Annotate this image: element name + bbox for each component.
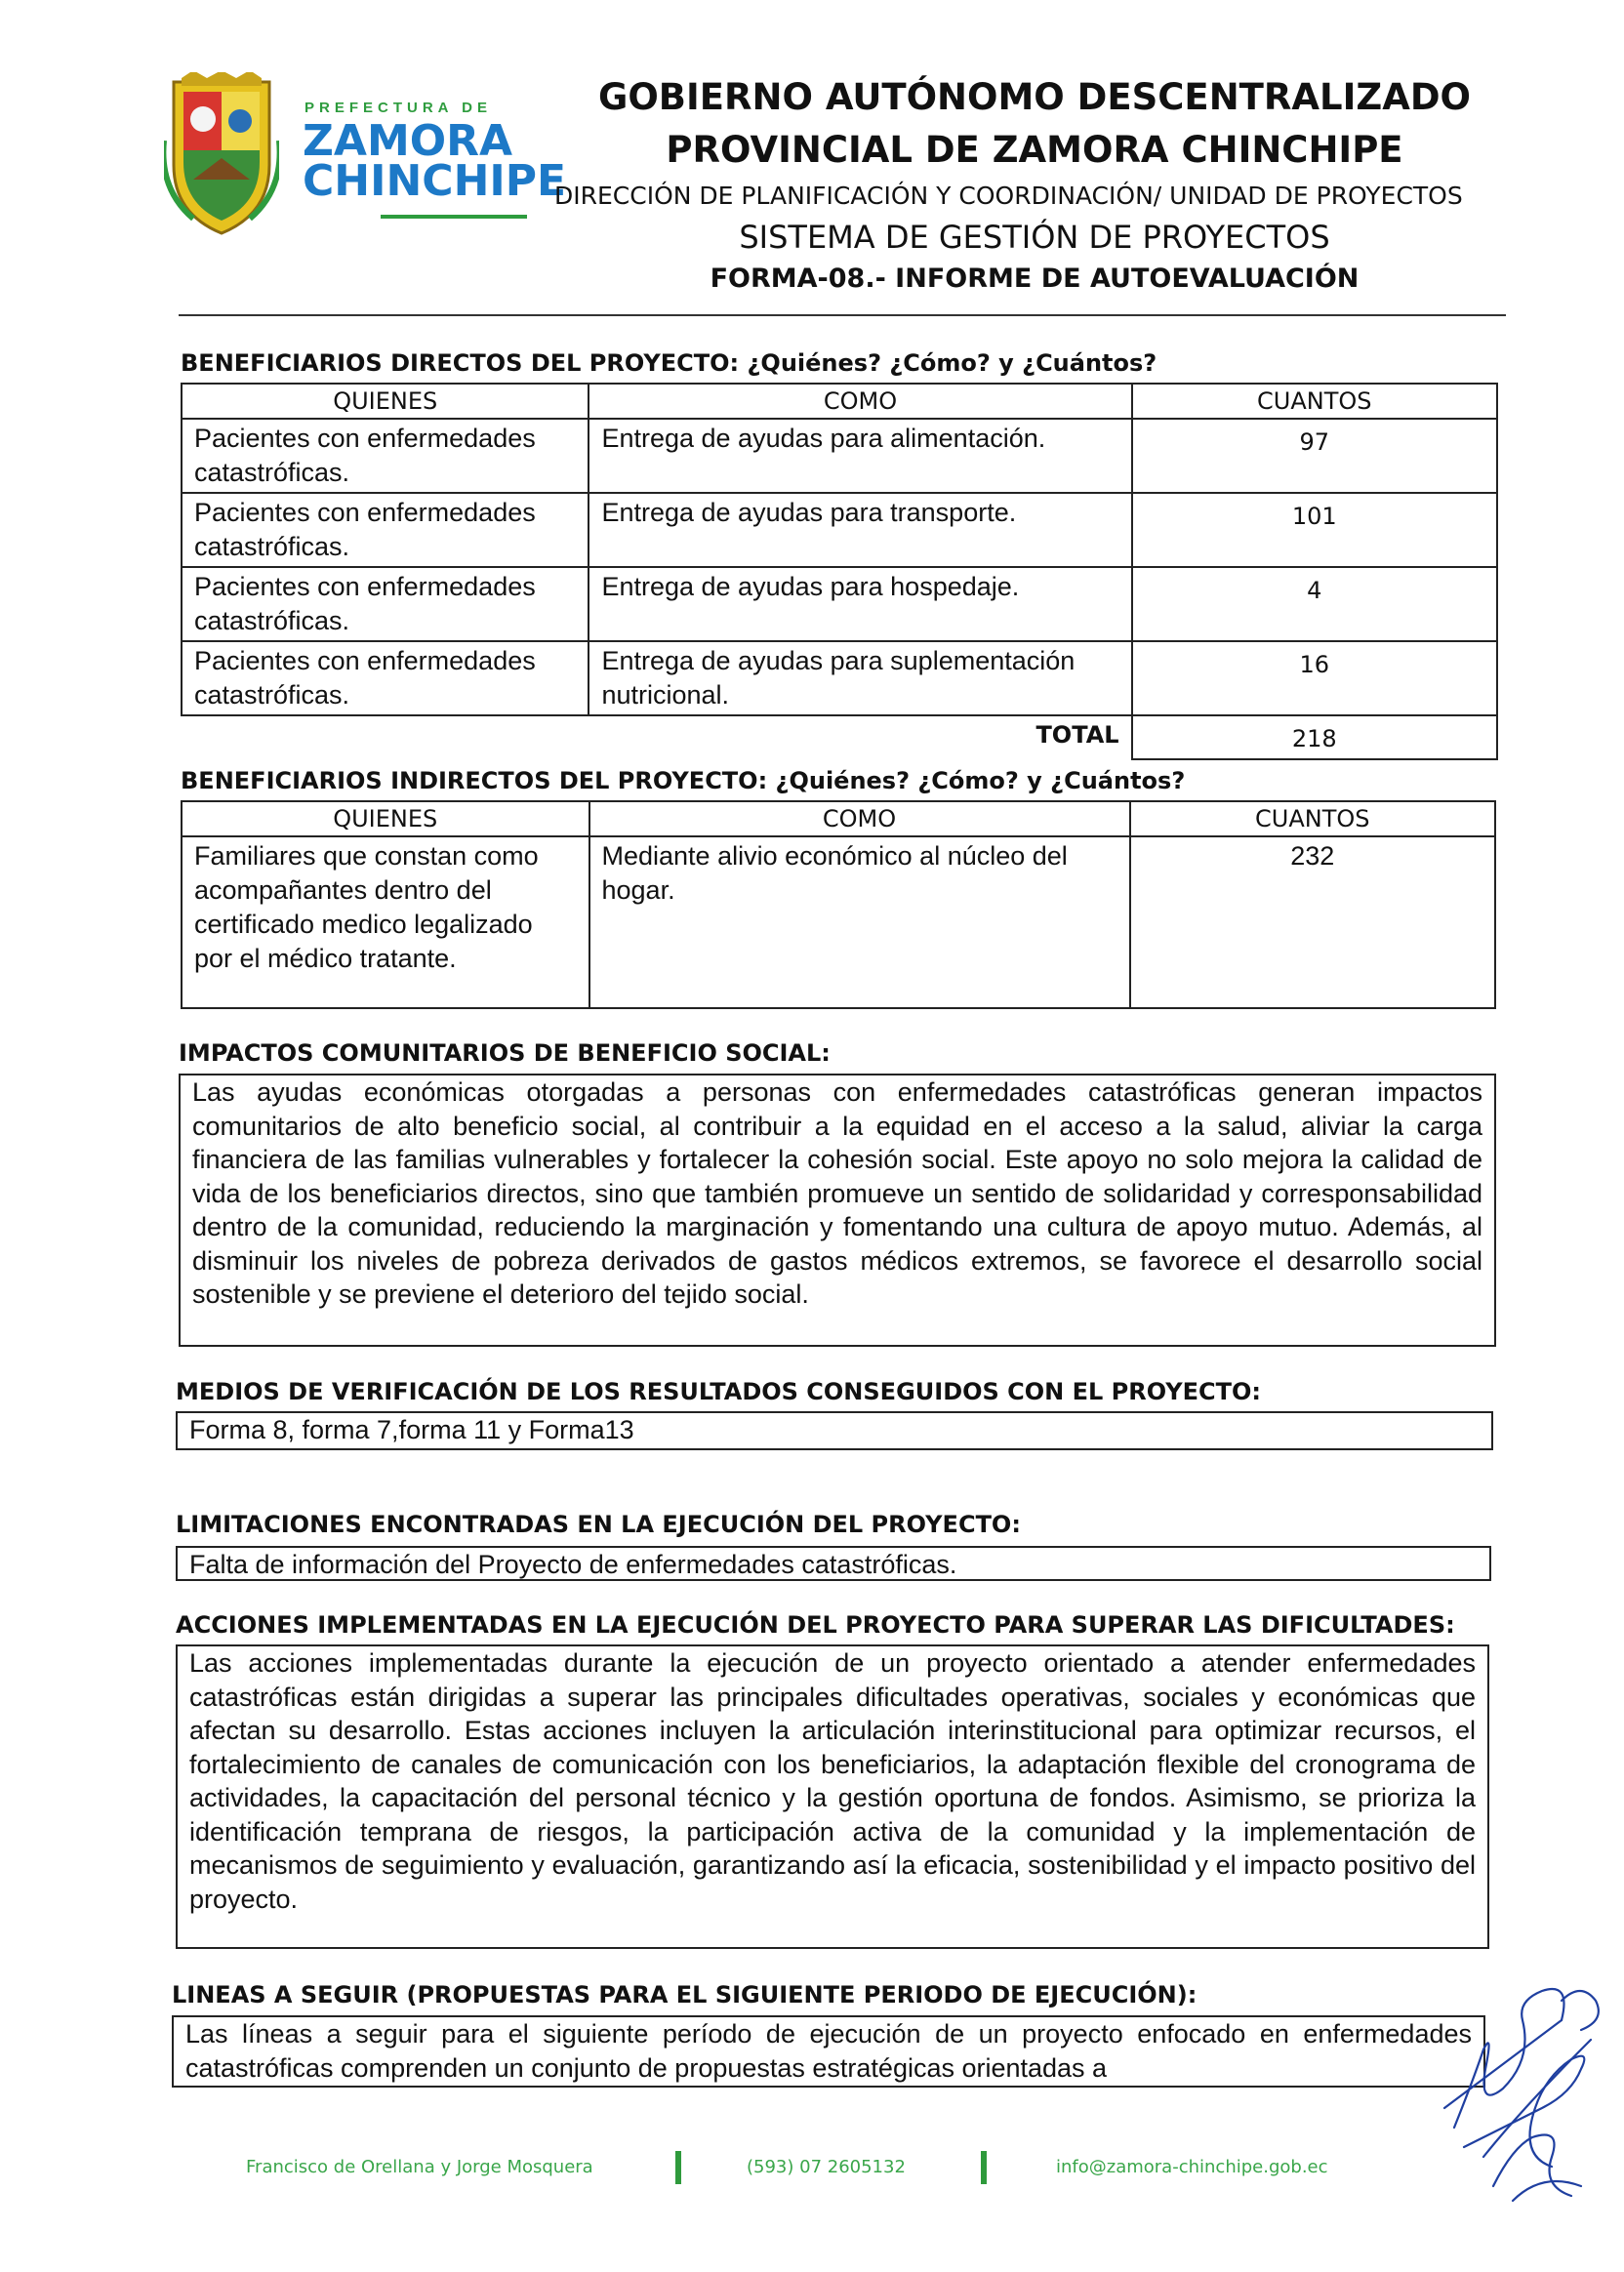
cell-who: Pacientes con enfermedades catastróficas. bbox=[182, 641, 589, 715]
col-header-como: COMO bbox=[589, 801, 1130, 836]
verification-text: Forma 8, forma 7,forma 11 y Forma13 bbox=[176, 1411, 1493, 1450]
table-row bbox=[182, 641, 1497, 715]
cell-who: Pacientes con enfermedades catastróficas. bbox=[182, 493, 589, 567]
impacts-title: IMPACTOS COMUNITARIOS DE BENEFICIO SOCIAL: bbox=[179, 1039, 831, 1067]
lines-title: LINEAS A SEGUIR (PROPUESTAS PARA EL SIGUIENTE PERIODO DE EJECUCIÓN): bbox=[172, 1981, 1198, 2008]
logo-underline bbox=[381, 215, 527, 219]
header-subtitle: DIRECCIÓN DE PLANIFICACIÓN Y COORDINACIÓN/ UNIDAD DE PROYECTOS bbox=[554, 182, 1463, 210]
cell-how: Mediante alivio económico al núcleo del hogar. bbox=[589, 836, 1130, 1008]
col-header-como: COMO bbox=[589, 384, 1131, 419]
total-label: TOTAL bbox=[1035, 721, 1119, 749]
actions-text: Las acciones implementadas durante la ejecución de un proyecto orientado a atender enfermedades catastróficas están dirigidas a superar las principales dificultades operativas, sociales y económicas que afectan su desarrollo. Estas acciones incluyen la articulación interinstitucional para optimizar recursos, el fortalecimiento de canales de comunicación con los beneficiarios, la adaptación flexible del cronograma de actividades, la capacitación del personal técnico y la gestión oportuna de fondos. Asimismo, se prioriza la identificación temprana de riesgos, la participación activa de la comunidad y la implementación de mecanismos de seguimiento y evaluación, garantizando así la eficacia, sostenibilidad y el impacto positivo del proyecto. bbox=[176, 1644, 1489, 1949]
actions-title: ACCIONES IMPLEMENTADAS EN LA EJECUCIÓN DEL PROYECTO PARA SUPERAR LAS DIFICULTADES: bbox=[176, 1611, 1455, 1639]
cell-how: Entrega de ayudas para transporte. bbox=[589, 493, 1131, 567]
limitations-text: Falta de información del Proyecto de enfermedades catastróficas. bbox=[176, 1546, 1491, 1581]
footer-divider bbox=[981, 2151, 987, 2184]
table-row bbox=[182, 419, 1497, 493]
impacts-text: Las ayudas económicas otorgadas a personas con enfermedades catastróficas generan impactos comunitarios de alto beneficio social, al contribuir a la equidad en el acceso a la salud, aliviar la carga financiera de las familias vulnerables y fortalecer la cohesión social. Este apoyo no solo mejora la calidad de vida de los beneficiarios directos, sino que también promueve un sentido de solidaridad y corresponsabilidad dentro de la comunidad, reduciendo la marginación y fomentando una cultura de apoyo mutuo. Además, al disminuir los niveles de pobreza derivados de gastos médicos extremos, se favorece el desarrollo social sostenible y se previene el deterioro del tejido social. bbox=[179, 1074, 1496, 1347]
footer-divider bbox=[675, 2151, 681, 2184]
col-header-quienes: QUIENES bbox=[182, 801, 589, 836]
cell-count: 97 bbox=[1132, 419, 1497, 493]
cell-count: 232 bbox=[1130, 836, 1495, 1008]
cell-who: Familiares que constan como acompañantes dentro del certificado medico legalizado por el médico tratante. bbox=[182, 836, 589, 1008]
header-title-line2: PROVINCIAL DE ZAMORA CHINCHIPE bbox=[666, 129, 1403, 171]
header-form: FORMA-08.- INFORME DE AUTOEVALUACIÓN bbox=[710, 264, 1360, 294]
cell-count: 16 bbox=[1132, 641, 1497, 715]
col-header-cuantos: CUANTOS bbox=[1132, 384, 1497, 419]
header-system: SISTEMA DE GESTIÓN DE PROYECTOS bbox=[739, 219, 1330, 256]
logo-chinchipe-text: CHINCHIPE bbox=[303, 156, 567, 206]
footer-phone: (593) 07 2605132 bbox=[747, 2157, 906, 2177]
cell-count: 4 bbox=[1132, 567, 1497, 641]
direct-beneficiaries-title: BENEFICIARIOS DIRECTOS DEL PROYECTO: ¿Quiénes? ¿Cómo? y ¿Cuántos? bbox=[181, 349, 1157, 377]
limitations-title: LIMITACIONES ENCONTRADAS EN LA EJECUCIÓN DEL PROYECTO: bbox=[176, 1511, 1021, 1538]
header-divider bbox=[179, 314, 1506, 316]
table-header-row bbox=[182, 801, 1495, 836]
header-title-line1: GOBIERNO AUTÓNOMO DESCENTRALIZADO bbox=[597, 76, 1472, 118]
table-row bbox=[182, 836, 1495, 1008]
cell-how: Entrega de ayudas para alimentación. bbox=[589, 419, 1131, 493]
total-row bbox=[182, 715, 1497, 759]
cell-how: Entrega de ayudas para hospedaje. bbox=[589, 567, 1131, 641]
verification-title: MEDIOS DE VERIFICACIÓN DE LOS RESULTADOS CONSEGUIDOS CON EL PROYECTO: bbox=[176, 1378, 1262, 1405]
indirect-beneficiaries-table bbox=[181, 800, 1496, 1009]
logo-zamora-text: ZAMORA bbox=[303, 116, 513, 166]
direct-beneficiaries-table bbox=[181, 383, 1498, 760]
logo-shield bbox=[164, 72, 279, 238]
cell-how: Entrega de ayudas para suplementación nutricional. bbox=[589, 641, 1131, 715]
lines-text: Las líneas a seguir para el siguiente período de ejecución de un proyecto enfocado en enfermedades catastróficas comprenden un conjunto de propuestas estratégicas orientadas a bbox=[172, 2015, 1485, 2088]
footer-address: Francisco de Orellana y Jorge Mosquera bbox=[246, 2157, 593, 2177]
total-value: 218 bbox=[1132, 715, 1497, 759]
table-header-row bbox=[182, 384, 1497, 419]
cell-count: 101 bbox=[1132, 493, 1497, 567]
logo-prefectura-text: PREFECTURA DE bbox=[304, 100, 492, 116]
handwritten-signature bbox=[1425, 1962, 1610, 2215]
cell-who: Pacientes con enfermedades catastróficas. bbox=[182, 419, 589, 493]
table-row bbox=[182, 567, 1497, 641]
table-row bbox=[182, 493, 1497, 567]
footer-email: info@zamora-chinchipe.gob.ec bbox=[1056, 2157, 1328, 2177]
indirect-beneficiaries-title: BENEFICIARIOS INDIRECTOS DEL PROYECTO: ¿Quiénes? ¿Cómo? y ¿Cuántos? bbox=[181, 767, 1186, 794]
col-header-quienes: QUIENES bbox=[182, 384, 589, 419]
col-header-cuantos: CUANTOS bbox=[1130, 801, 1495, 836]
cell-who: Pacientes con enfermedades catastróficas. bbox=[182, 567, 589, 641]
